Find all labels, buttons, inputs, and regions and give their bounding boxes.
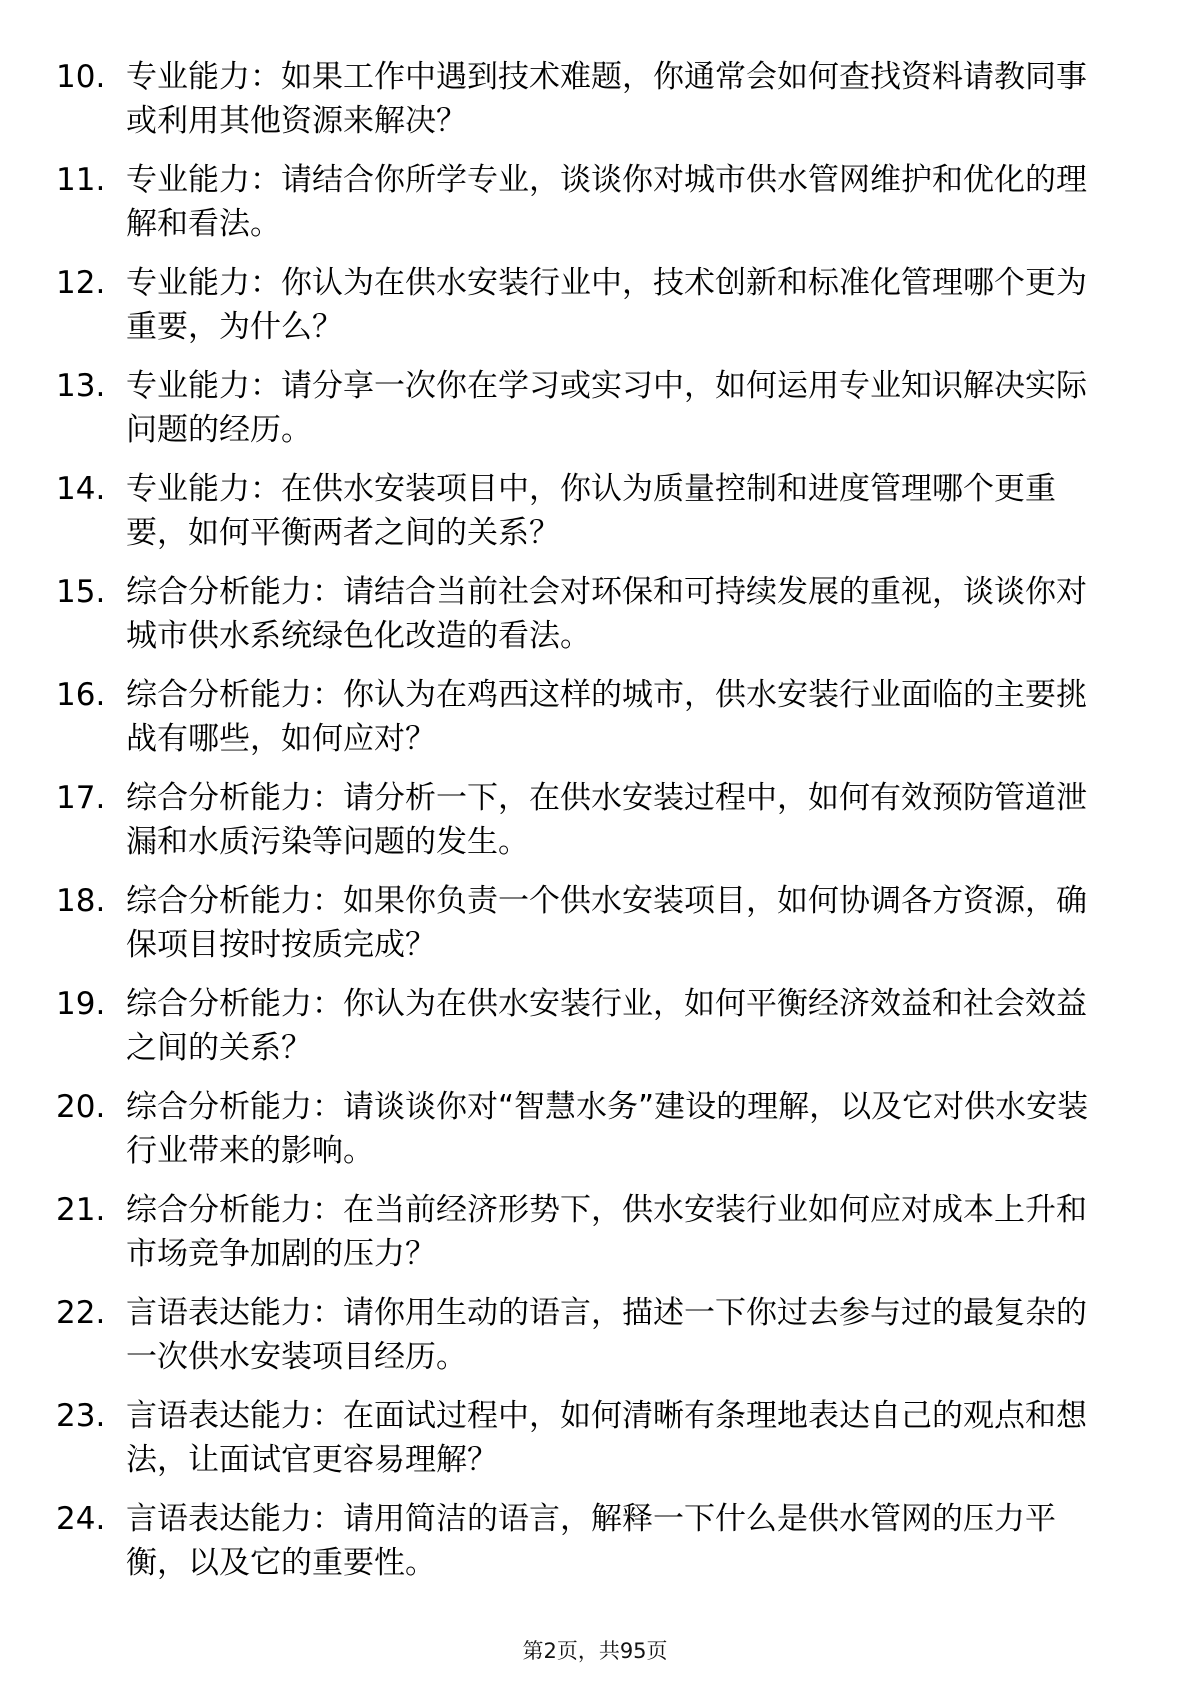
question-body <box>126 55 1116 143</box>
question-number: 13. <box>56 368 106 404</box>
question-number: 12. <box>56 265 106 301</box>
question-category: 专业能力： <box>126 162 281 198</box>
question-category: 综合分析能力： <box>126 677 343 713</box>
question-category: 综合分析能力： <box>126 1192 343 1228</box>
question-number: 19. <box>56 986 106 1022</box>
question-item <box>0 55 1190 158</box>
question-number: 17. <box>56 780 106 816</box>
question-body <box>126 1497 1116 1585</box>
question-item <box>0 673 1190 776</box>
question-body <box>126 1394 1116 1482</box>
question-number: 18. <box>56 883 106 919</box>
question-number: 10. <box>56 59 106 95</box>
question-text: 在面试过程中，如何清晰有条理地表达自己的观点和想法，让面试官更容易理解？ <box>126 1398 1087 1478</box>
question-item <box>0 982 1190 1085</box>
question-item <box>0 158 1190 261</box>
question-number: 20. <box>56 1089 106 1125</box>
question-text: 你认为在鸡西这样的城市，供水安装行业面临的主要挑战有哪些，如何应对？ <box>126 677 1087 757</box>
question-category: 言语表达能力： <box>126 1295 343 1331</box>
question-body <box>126 673 1116 761</box>
question-category: 专业能力： <box>126 265 281 301</box>
question-body <box>126 776 1116 864</box>
question-item <box>0 570 1190 673</box>
question-item <box>0 1497 1190 1600</box>
question-text: 请谈谈你对“智慧水务”建设的理解，以及它对供水安装行业带来的影响。 <box>126 1089 1089 1169</box>
question-body <box>126 467 1116 555</box>
question-item <box>0 1085 1190 1188</box>
question-item <box>0 1188 1190 1291</box>
question-category: 综合分析能力： <box>126 780 343 816</box>
question-category: 言语表达能力： <box>126 1398 343 1434</box>
question-number: 23. <box>56 1398 106 1434</box>
question-text: 请分享一次你在学习或实习中，如何运用专业知识解决实际问题的经历。 <box>126 368 1087 448</box>
question-category: 综合分析能力： <box>126 883 343 919</box>
question-text: 你认为在供水安装行业，如何平衡经济效益和社会效益之间的关系？ <box>126 986 1087 1066</box>
question-item <box>0 1394 1190 1497</box>
question-item <box>0 364 1190 467</box>
question-text: 请用简洁的语言，解释一下什么是供水管网的压力平衡，以及它的重要性。 <box>126 1501 1056 1581</box>
question-text: 请结合你所学专业，谈谈你对城市供水管网维护和优化的理解和看法。 <box>126 162 1087 242</box>
page-number-footer: 第2页，共95页 <box>522 1639 668 1663</box>
question-category: 专业能力： <box>126 471 281 507</box>
question-number: 24. <box>56 1501 106 1537</box>
question-number: 16. <box>56 677 106 713</box>
question-text: 请分析一下，在供水安装过程中，如何有效预防管道泄漏和水质污染等问题的发生。 <box>126 780 1087 860</box>
question-number: 21. <box>56 1192 106 1228</box>
question-item <box>0 467 1190 570</box>
question-body <box>126 1085 1116 1173</box>
question-body <box>126 158 1116 246</box>
question-category: 综合分析能力： <box>126 574 343 610</box>
question-number: 15. <box>56 574 106 610</box>
question-category: 专业能力： <box>126 368 281 404</box>
question-number: 11. <box>56 162 106 198</box>
question-body <box>126 261 1116 349</box>
question-number: 22. <box>56 1295 106 1331</box>
question-body <box>126 879 1116 967</box>
question-category: 综合分析能力： <box>126 1089 343 1125</box>
question-item <box>0 261 1190 364</box>
question-text: 在供水安装项目中，你认为质量控制和进度管理哪个更重要，如何平衡两者之间的关系？ <box>126 471 1056 551</box>
question-body <box>126 1291 1116 1379</box>
question-text: 请你用生动的语言，描述一下你过去参与过的最复杂的一次供水安装项目经历。 <box>126 1295 1087 1375</box>
question-item <box>0 1291 1190 1394</box>
question-body <box>126 364 1116 452</box>
question-text: 如果你负责一个供水安装项目，如何协调各方资源，确保项目按时按质完成？ <box>126 883 1087 963</box>
question-text: 在当前经济形势下，供水安装行业如何应对成本上升和市场竞争加剧的压力？ <box>126 1192 1087 1272</box>
question-body <box>126 982 1116 1070</box>
question-category: 专业能力： <box>126 59 281 95</box>
question-text: 你认为在供水安装行业中，技术创新和标准化管理哪个更为重要，为什么？ <box>126 265 1087 345</box>
question-text: 请结合当前社会对环保和可持续发展的重视，谈谈你对城市供水系统绿色化改造的看法。 <box>126 574 1087 654</box>
question-number: 14. <box>56 471 106 507</box>
question-category: 言语表达能力： <box>126 1501 343 1537</box>
question-body <box>126 1188 1116 1276</box>
question-body <box>126 570 1116 658</box>
question-item <box>0 776 1190 879</box>
question-list <box>0 55 1190 1600</box>
question-text: 如果工作中遇到技术难题，你通常会如何查找资料请教同事或利用其他资源来解决？ <box>126 59 1087 139</box>
question-item <box>0 879 1190 982</box>
question-category: 综合分析能力： <box>126 986 343 1022</box>
